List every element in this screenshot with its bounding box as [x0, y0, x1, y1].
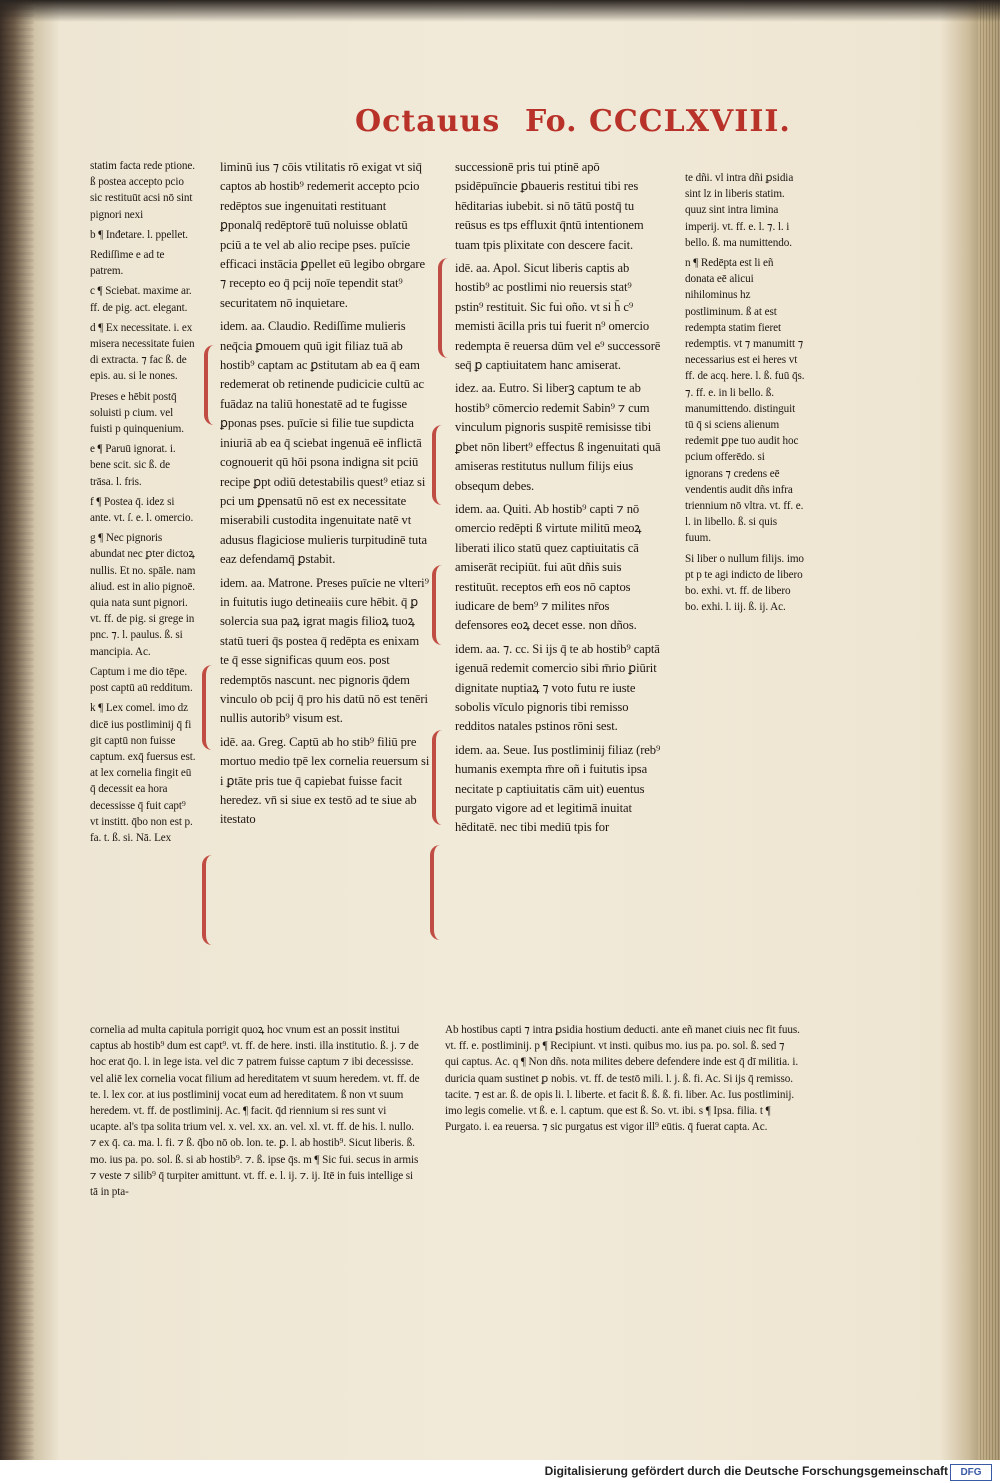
text-paragraph: idē. aa. Apol. Sicut liberis captis ab hostib⁹ ac postlimi nio reuersis stat⁹ pstin⁹ restituit. Sic fui oño. vt si h̄ c⁹ memisti ācilla pris tui fuerit n⁹ omercio redempta ē reuersa dūm vel e⁹ successorē seq̄ ꝑ captiuitatem hanc amiserat. [455, 261, 661, 373]
text-paragraph: idem. aa. Matrone. Preses puīcie ne vlteri⁹ in fuitutis iugo detineaiis cure hēbit. q̄ ꝑ solercia sua paꝝ igrat magis filioꝝ tuoꝝ statū tueri q̄s postea q̄ redēpta es enixam te q̄ esse significas quum eos. post redemptōs nascunt. nec pignoris q̄dem vinculo ob pcij q̄ pro his datū nō est tenēri nullis autorib⁹ visum est. [220, 575, 429, 726]
gloss-bottom-left [90, 1022, 420, 1252]
main-text-column-2 [455, 158, 663, 980]
gloss-paragraph: statim facta rede ptione. ß postea accepto pcio sic restituūt acsi nō sint pignori nexi [90, 160, 195, 221]
gloss-paragraph: Captum i me dio tēpe. post captū aū redditum. [90, 665, 193, 695]
gloss-paragraph: k ¶ Lex comel. imo dz dicē ius postliminij q̄ fi git captū non fuisse captum. exq̄ fuersus est. at lex cornelia fingit eū q̄ decessit ea hora decessisse q̄ fuit capt⁹ vt institt. q̄bo non est p. fa. t. ß. si. Nā. Lex [90, 702, 196, 844]
rubric-flourish [438, 258, 464, 358]
page-edges [978, 0, 1000, 1460]
rubric-flourish [432, 730, 458, 825]
gloss-paragraph: Si liber o nullum filijs. imo pt p te agi indicto de libero bo. exhi. vt. ff. de libero bo. exhi. l. iij. ß. ij. Ac. [685, 552, 804, 614]
gloss-paragraph: d ¶ Ex necessitate. i. ex misera necessitate fuien di extracta. ⁊ fac ß. de epis. au. si le nones. [90, 321, 195, 383]
rubric-flourish [432, 565, 458, 645]
text-paragraph: idem. aa. Seue. Ius postliminij filiaz (reb⁹ humanis exempta m̄re oñ i fuitutis ipsa necitate p captiuitatis cām uit) euentus purgato vigore ad et legitimā inuitat hēditatē. nec tibi mediū tpis for [455, 742, 661, 835]
book-gutter [0, 0, 34, 1460]
text-paragraph: idez. aa. Eutro. Si liberꝫ captum te ab hostib⁹ cōmercio redemit Sabin⁹ ⁊ cum vinculum pignoris suspitē remisisse tibi ꝑbet nōn libert⁹ effectus ß ingenuitati quā amiseras restitutus nullum filijs eius obsequm debes. [455, 381, 661, 493]
rubric-flourish [202, 855, 228, 945]
funding-credit: Digitalisierung gefördert durch die Deutsche Forschungsgemeinschaft [544, 1464, 948, 1478]
scan-top-shadow [0, 0, 1000, 22]
gloss-paragraph: g ¶ Nec pignoris abundat nec ꝑter dictoꝝ nullis. Et no. spāle. nam aliud. est in alio pignoē. quia nata sunt pignori. vt. ff. de pig. si grege in pnc. ⁊. l. paulus. ß. si mancipia. Ac. [90, 532, 196, 658]
gloss-paragraph: f ¶ Postea q̄. idez si ante. vt. ſ. e. l. omercio. [90, 495, 194, 525]
running-title: Octauus [355, 104, 501, 139]
gloss-paragraph: c ¶ Sciebat. maxime ar. ff. de pig. act. elegant. [90, 285, 192, 314]
gloss-paragraph: n ¶ Redēpta est li eñ donata eē alicui nihilominus hz postliminum. ß at est redempta statim fieret redemptis. vt ⁊ manumitt ⁊ necessarius est ei heres vt ff. de acq. here. l. ß. fuū q̄s. ⁊. ff. e. in li bello. ß. manumittendo. distinguit tū q̄ si sciens alienum redemit ꝑpe tuo audit hoc pcium offerēdo. si ignorans ⁊ credens eē vendentis audit dñs infra triennium nō vltra. vt. ff. e. l. in libello. ß. si quis fuum. [685, 257, 805, 545]
text-paragraph: idem. aa. Claudio. Rediſſime mulieris neq̄cia ꝑmouem quū igit filiaz tuā ab hostib⁹ captam ac ꝑstitutam ab ea q̄ eam redemerat ob retinende pudicicie cultū ac fuādaz na taliū honestatē ad te fugisse ꝑponas pses. puīcie si filie tue supdicta iniuriā ab ea q̄ sciebat ingenuā eē inflictā cognouerit qū hōi psona indigna sit pciū recipe ꝑpt odiū detestabilis quest⁹ etiaz si pci um ꝑpensatū nō est ex necessitate miserabili custodita ingenuitate natē vt adusus flagiciose mulieris turpitudinē tuta eaz defendamq̄ ꝑstabit. [220, 319, 427, 567]
running-header [355, 104, 795, 154]
gloss-bottom-right [445, 1022, 800, 1232]
gloss-paragraph: e ¶ Paruū ignorat. i. bene scit. sic ß. de trāsa. l. fris. [90, 443, 176, 488]
rubric-flourish [204, 345, 230, 425]
text-paragraph: successionē pris tui ptinē apō psidēpuīncie ꝑbaueris restitui tibi res hēditarias iubebit. si nō tātū postq̄ tu reūsus es tps effluxit q̄ntū intentionem tuam tpis plixitate con descere facit. [455, 160, 644, 252]
gloss-paragraph: cornelia ad multa capitula porrigit quoꝝ hoc vnum est an possit institui captus ab hostib⁹ dum est capt⁹. vt. ff. de here. insti. illa institutio. ß. j. ⁊ de hoc erat q̄o. l. in lege ista. vel dic ⁊ patrem fuisse captum ⁊ ibi decessisse. vel aliē lex cornelia vocat filium ad hereditatem vt suum heredem. vt. ff. de te. l. lex cor. at ius postliminij vocat eum ad hereditatem. ß non vt suum heredem. vt. ff. de postliminij. Ac. ¶ facit. q̄d riennium si res sunt vi ucapte. al's tpa solita trium vel. x. vel. xx. an. vel. xl. vt. ff. de his. l. nullo. ⁊ ex q̄. ca. ma. l. fi. ⁊ ß. q̄bo nō ob. lon. te. ꝑ. l. ab hostib⁹. Sicut liberis. ß. mo. ius pa. po. sol. ß. si ab hostib⁹. ⁊. ß. ipse q̄s. m ¶ Sic fui. secus in armis ⁊ veste ⁊ silib⁹ q̄ turpiter amittunt. vt. ff. e. l. ij. ⁊. ij. Itē in fuis intellige si tā in pta- [90, 1024, 420, 1199]
gloss-paragraph: Ab hostibus capti ⁊ intra ꝑsidia hostium deducti. ante eñ manet ciuis nec fit fuus. vt. ff. e. postliminij. p ¶ Recipiunt. vt insti. quibus mo. ius pa. po. sol. ß. sed ⁊ qui captus. Ac. q ¶ Non dñs. nota milites debere defendere inde est q̄ dī militia. i. duricia quam sustinet ꝑ nobis. vt. ff. de testō mili. l. j. ß. fi. Ac. Si ijs q̄ remisso. tacite. ⁊ est ar. ß. de opis li. l. liberte. et facit ß. ß. ß. fi. liber. Ac. Ius postliminij. imo legis comelie. vt ß. e. l. captum. que est ß. So. vt. ibi. s ¶ Ipsa. filia. t ¶ Purgato. i. ea reuersa. ⁊ sic purgatus est vigor ill⁹ eūtis. q̄ fuerat capta. Ac. [445, 1024, 800, 1134]
gloss-right-column [685, 170, 805, 720]
text-paragraph: idē. aa. Greg. Captū ab ho stib⁹ filiū pre mortuo medio tpē lex cornelia reuersum si i ꝑtāte pris tue q̄ capiebat fuisse facit heredez. vn̄ si siue ex testō ad te siue ab itestato [220, 734, 430, 827]
gloss-left-column [90, 158, 196, 1022]
dfg-logo: DFG [950, 1464, 992, 1481]
text-paragraph: idem. aa. Quiti. Ab hostib⁹ capti ⁊ nō omercio redēpti ß virtute militū meoꝝ liberati ilico statū quez captiuitatis cā amiserāt recipiūt. fui aūt dñis suis restituūt. receptos em̄ eos nō captos iudicare de bem⁹ ⁊ milites nr̄os defensores eoꝝ decet esse. non dños. [455, 501, 642, 633]
gloss-paragraph: b ¶ Inđetare. l. ppellet. [90, 228, 188, 241]
gloss-paragraph: Rediſſime e ad te patrem. [90, 249, 165, 278]
rubric-flourish [430, 845, 456, 940]
text-paragraph: liminū ius ⁊ cōis vtilitatis rō exigat vt siq̄ captos ab hostib⁹ redemerit accepto pcio redēptos sue ingenuitati restituant ꝑponalq̄ redēptorē tuū noluisse oblatū pciū a te vel ab alio recipe pses. puīcie efficaci instācia ꝑpellet eū legibo obrgare ⁊ recepto eo q̄ pcij noīe tependit stat⁹ securitatem nō inquietare. [220, 160, 425, 310]
text-paragraph: idem. aa. ⁊. cc. Si ijs q̄ te ab hostib⁹ captā igenuā redemit comercio sibi m̄rio ꝑiūrit dignitate nuptiaꝝ ⁊ voto futu re iuste sobolis vīculo pignoris tibi remisso redditos natales pstinos rōni sest. [455, 641, 660, 734]
rubric-flourish [432, 425, 458, 505]
gloss-paragraph: te dñi. vl intra dñi ꝑsidia sint lz in liberis statim. quuz sint intra limina imperij. vt. ff. e. l. ⁊. l. i bello. ß. ma numittendo. [685, 172, 794, 249]
folio-number: Fo. CCCLXVIII. [525, 104, 791, 139]
main-text-column-1 [220, 158, 430, 980]
rubric-flourish [202, 665, 228, 750]
gloss-paragraph: Preses e hēbit postq̄ soluisti p cium. vel fuisti p quinquenium. [90, 390, 184, 436]
digitization-footer [0, 1460, 1000, 1483]
